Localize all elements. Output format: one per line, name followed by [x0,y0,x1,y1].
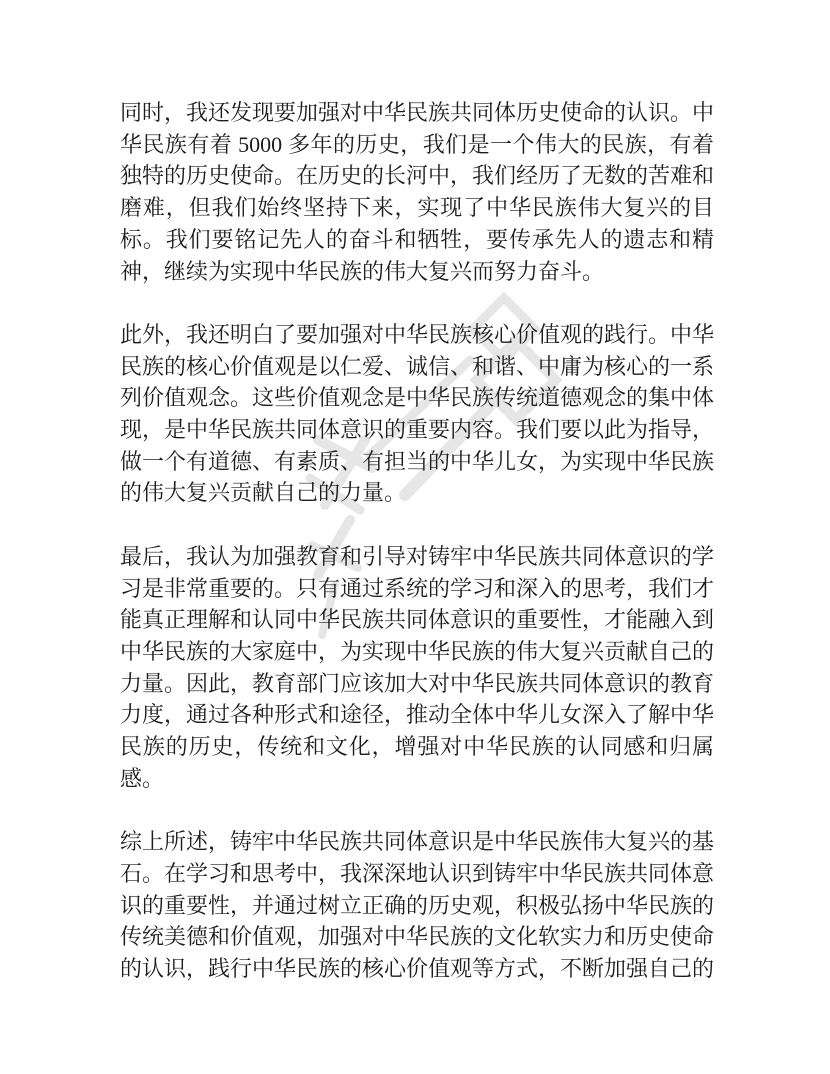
document-content [120,97,714,985]
paragraph: 同时，我还发现要加强对中华民族共同体历史使命的认识。中华民族有着 5000 多年的历史，我们是一个伟大的民族，有着独特的历史使命。在历史的长河中，我们经历了无数的苦难和磨难，但我们始终坚持下来，实现了中华民族伟大复兴的目标。我们要铭记先人的奋斗和牺牲，要传承先人的遗志和精神，继续为实现中华民族的伟大复兴而努力奋斗。 [120,100,715,284]
paragraph: 综上所述，铸牢中华民族共同体意识是中华民族伟大复兴的基石。在学习和思考中，我深深地认识到铸牢中华民族共同体意识的重要性，并通过树立正确的历史观，积极弘扬中华民族的传统美德和价值观，加强对中华民族的文化软实力和历史使命的认识，践行中华民族的核心价值观等方式，不断加强自己的 [120,829,715,981]
paragraph: 最后，我认为加强教育和引导对铸牢中华民族共同体意识的学习是非常重要的。只有通过系统的学习和深入的思考，我们才能真正理解和认同中华民族共同体意识的重要性，才能融入到中华民族的大家庭中，为实现中华民族的伟大复兴贡献自己的力量。因此，教育部门应该加大对中华民族共同体意识的教育力度，通过各种形式和途径，推动全体中华儿女深入了解中华民族的历史，传统和文化，增强对中华民族的认同感和归属感。 [120,543,715,791]
paragraph: 此外，我还明白了要加强对中华民族核心价值观的践行。中华民族的核心价值观是以仁爱、诚信、和谐、中庸为核心的一系列价值观念。这些价值观念是中华民族传统道德观念的集中体现，是中华民族共同体意识的重要内容。我们要以此为指导，做一个有道德、有素质、有担当的中华儿女，为实现中华民族的伟大复兴贡献自己的力量。 [120,321,715,506]
